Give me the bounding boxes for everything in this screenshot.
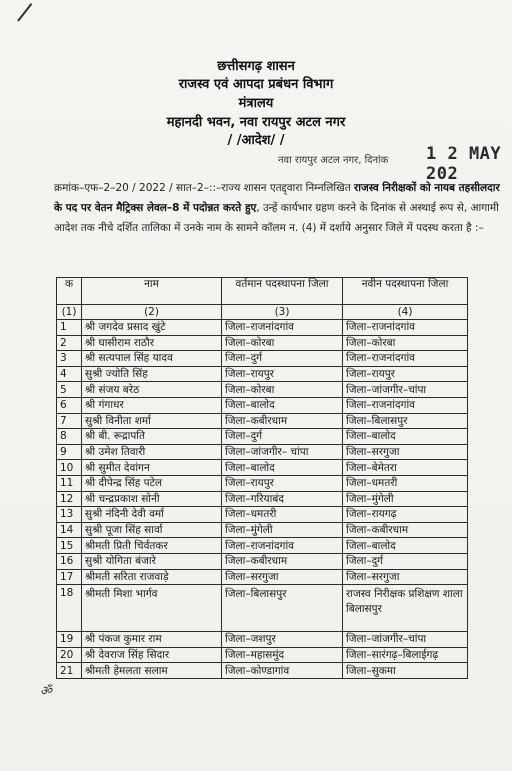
- row-name: श्री उमेश तिवारी: [82, 444, 222, 460]
- row-current-district: जिला–मुंगेली: [222, 522, 343, 538]
- row-new-district: जिला–राजनांदगांव: [343, 320, 468, 336]
- row-current-district: जिला–कोरबा: [222, 335, 343, 351]
- row-new-district: जिला–जांजगीर–चांपा: [343, 382, 468, 398]
- col-number-4: (4): [343, 305, 468, 320]
- row-new-district: जिला–सरगुजा: [343, 444, 468, 460]
- office-address: महानदी भवन, नवा रायपुर अटल नगर: [166, 115, 346, 130]
- table-row: [57, 522, 468, 538]
- row-serial: 14: [57, 522, 82, 538]
- row-serial: 13: [57, 507, 82, 523]
- table-row: [57, 569, 468, 585]
- row-name: सुश्री विनीता शर्मा: [82, 413, 222, 429]
- row-serial: 3: [57, 351, 82, 367]
- row-current-district: जिला–बालोद: [222, 460, 343, 476]
- row-current-district: जिला–जांजगीर– चांपा: [222, 444, 343, 460]
- header-current-district: वर्तमान पदस्थापना जिला: [222, 278, 343, 305]
- order-title: / /आदेश/ /: [227, 133, 285, 148]
- row-serial: 6: [57, 397, 82, 413]
- row-serial: 15: [57, 538, 82, 554]
- row-name: सुश्री नंदिनी देवी वर्मा: [82, 507, 222, 523]
- signature-initial: ॐ‍: [40, 684, 52, 699]
- row-name: सुश्री ज्योति सिंह: [82, 366, 222, 382]
- row-new-district: जिला–सारंगढ़–बिलाईगढ़: [343, 647, 468, 663]
- row-name: श्री जगदेव प्रसाद खुंटे: [82, 320, 222, 336]
- posting-table: [56, 277, 468, 679]
- row-new-district: राजस्व निरीक्षक प्रशिक्षण शाला बिलासपुर: [343, 585, 468, 632]
- row-new-district: जिला–कोरबा: [343, 335, 468, 351]
- row-current-district: जिला–दुर्ग: [222, 351, 343, 367]
- row-name: श्री दीपेन्द्र सिंह पटेल: [82, 475, 222, 491]
- row-new-district: जिला–बिलासपुर: [343, 413, 468, 429]
- table-row: [57, 335, 468, 351]
- row-current-district: जिला–दुर्ग: [222, 429, 343, 445]
- row-serial: 16: [57, 553, 82, 569]
- row-serial: 7: [57, 413, 82, 429]
- row-new-district: जिला–राजनांदगांव: [343, 397, 468, 413]
- row-serial: 21: [57, 663, 82, 679]
- row-new-district: जिला–सुकमा: [343, 663, 468, 679]
- ministry-label: मंत्रालय: [238, 96, 274, 111]
- row-name: श्री सत्यपाल सिंह यादव: [82, 351, 222, 367]
- row-new-district: जिला–रायपुर: [343, 366, 468, 382]
- row-current-district: जिला–गरियाबंद: [222, 491, 343, 507]
- row-serial: 11: [57, 475, 82, 491]
- row-current-district: जिला–कोण्डागांव: [222, 663, 343, 679]
- order-text: [54, 178, 502, 238]
- row-current-district: जिला–राजनांदगांव: [222, 320, 343, 336]
- row-new-district: जिला–कबीरधाम: [343, 522, 468, 538]
- row-new-district: जिला–बेमेतरा: [343, 460, 468, 476]
- table-row: [57, 382, 468, 398]
- table-row: [57, 366, 468, 382]
- row-name: श्रीमती मिशा भार्गव: [82, 585, 222, 632]
- table-row: [57, 397, 468, 413]
- row-current-district: जिला–महासमुंद: [222, 647, 343, 663]
- table-row: [57, 553, 468, 569]
- row-new-district: जिला–दुर्ग: [343, 553, 468, 569]
- row-current-district: जिला–राजनांदगांव: [222, 538, 343, 554]
- row-serial: 4: [57, 366, 82, 382]
- table-row: [57, 507, 468, 523]
- row-serial: 1: [57, 320, 82, 336]
- col-number-3: (3): [222, 305, 343, 320]
- row-new-district: जिला–मुंगेली: [343, 491, 468, 507]
- row-current-district: जिला–कबीरधाम: [222, 553, 343, 569]
- row-name: श्रीमती हेमलता सलाम: [82, 663, 222, 679]
- table-row: [57, 444, 468, 460]
- row-name: श्रीमती प्रिती चिर्वतकर: [82, 538, 222, 554]
- row-name: श्रीमती सरिता राजवाड़े: [82, 569, 222, 585]
- govt-name: छत्तीसगढ़ शासन: [217, 59, 295, 74]
- row-current-district: जिला–जशपुर: [222, 632, 343, 648]
- table-row: [57, 663, 468, 679]
- row-serial: 18: [57, 585, 82, 632]
- row-new-district: जिला–जांजगीर–चांपा: [343, 632, 468, 648]
- col-number-2: (2): [82, 305, 222, 320]
- row-serial: 9: [57, 444, 82, 460]
- row-name: श्री गंगाधर: [82, 397, 222, 413]
- row-current-district: जिला–धमतरी: [222, 507, 343, 523]
- table-row: [57, 351, 468, 367]
- row-serial: 5: [57, 382, 82, 398]
- table-row: [57, 538, 468, 554]
- table-body: [57, 320, 468, 679]
- row-current-district: जिला–कोरबा: [222, 382, 343, 398]
- row-serial: 2: [57, 335, 82, 351]
- dateline: नवा रायपुर अटल नगर, दिनांक: [278, 155, 389, 166]
- row-name: श्री बी. रूद्रापति: [82, 429, 222, 445]
- row-serial: 19: [57, 632, 82, 648]
- table-row: [57, 647, 468, 663]
- header-serial: क: [57, 278, 82, 305]
- row-current-district: जिला–बिलासपुर: [222, 585, 343, 632]
- row-name: श्री पंकज कुमार राम: [82, 632, 222, 648]
- row-name: श्री घासीराम राठौर: [82, 335, 222, 351]
- row-name: सुश्री योगिता बंजारे: [82, 553, 222, 569]
- row-new-district: जिला–बालोद: [343, 538, 468, 554]
- row-name: सुश्री पूजा सिंह सार्वा: [82, 522, 222, 538]
- table-row: [57, 429, 468, 445]
- row-current-district: जिला–रायपुर: [222, 366, 343, 382]
- department-name: राजस्व एवं आपदा प्रबंधन विभाग: [178, 77, 334, 92]
- row-name: श्री संजय बरेठ: [82, 382, 222, 398]
- row-current-district: जिला–कबीरधाम: [222, 413, 343, 429]
- row-new-district: जिला–राजनांदगांव: [343, 351, 468, 367]
- header-name: नाम: [82, 278, 222, 305]
- row-serial: 12: [57, 491, 82, 507]
- col-number-1: (1): [57, 305, 82, 320]
- row-current-district: जिला–सरगुजा: [222, 569, 343, 585]
- table-row: [57, 585, 468, 632]
- row-serial: 10: [57, 460, 82, 476]
- header-new-district: नवीन पदस्थापना जिला: [343, 278, 468, 305]
- order-text-bold: राजस्व निरीक्षकों को नायब तहसीलदार के पद पर वेतन मैट्रिक्स लेवल–8 में पदोन्नत करते हुए: [54, 182, 500, 214]
- table-row: [57, 632, 468, 648]
- table-row: [57, 320, 468, 336]
- table-row: [57, 491, 468, 507]
- row-current-district: जिला–बालोद: [222, 397, 343, 413]
- row-new-district: जिला–रायगढ़: [343, 507, 468, 523]
- row-name: श्री देवराज सिंह सिदार: [82, 647, 222, 663]
- row-new-district: जिला–सरगुजा: [343, 569, 468, 585]
- order-text-part2: , उन्हें कार्यभार ग्रहण करने के दिनांक से अस्थाई रूप से, आगामी आदेश तक नीचे दर्शित तालिका में उनके नाम के सामने कॉलम न. (4) में दर्शाये अनुसार जिले में पदस्थ करता है :–: [54, 202, 499, 234]
- row-new-district: जिला–धमतरी: [343, 475, 468, 491]
- row-serial: 20: [57, 647, 82, 663]
- order-text-part1: क्रमांक–एफ–2–20 / 2022 / सात–2–::–राज्य शासन एतद्द्वारा निम्नलिखित: [54, 182, 355, 194]
- row-serial: 17: [57, 569, 82, 585]
- row-name: श्री चन्द्रप्रकाश सोनी: [82, 491, 222, 507]
- row-serial: 8: [57, 429, 82, 445]
- row-current-district: जिला–रायपुर: [222, 475, 343, 491]
- date-stamp: 1 2 MAY 202: [426, 144, 502, 184]
- pen-mark: [17, 3, 32, 22]
- row-new-district: जिला–बालोद: [343, 429, 468, 445]
- table-row: [57, 413, 468, 429]
- row-name: श्री सुमीत देवांगन: [82, 460, 222, 476]
- table-row: [57, 475, 468, 491]
- table-row: [57, 460, 468, 476]
